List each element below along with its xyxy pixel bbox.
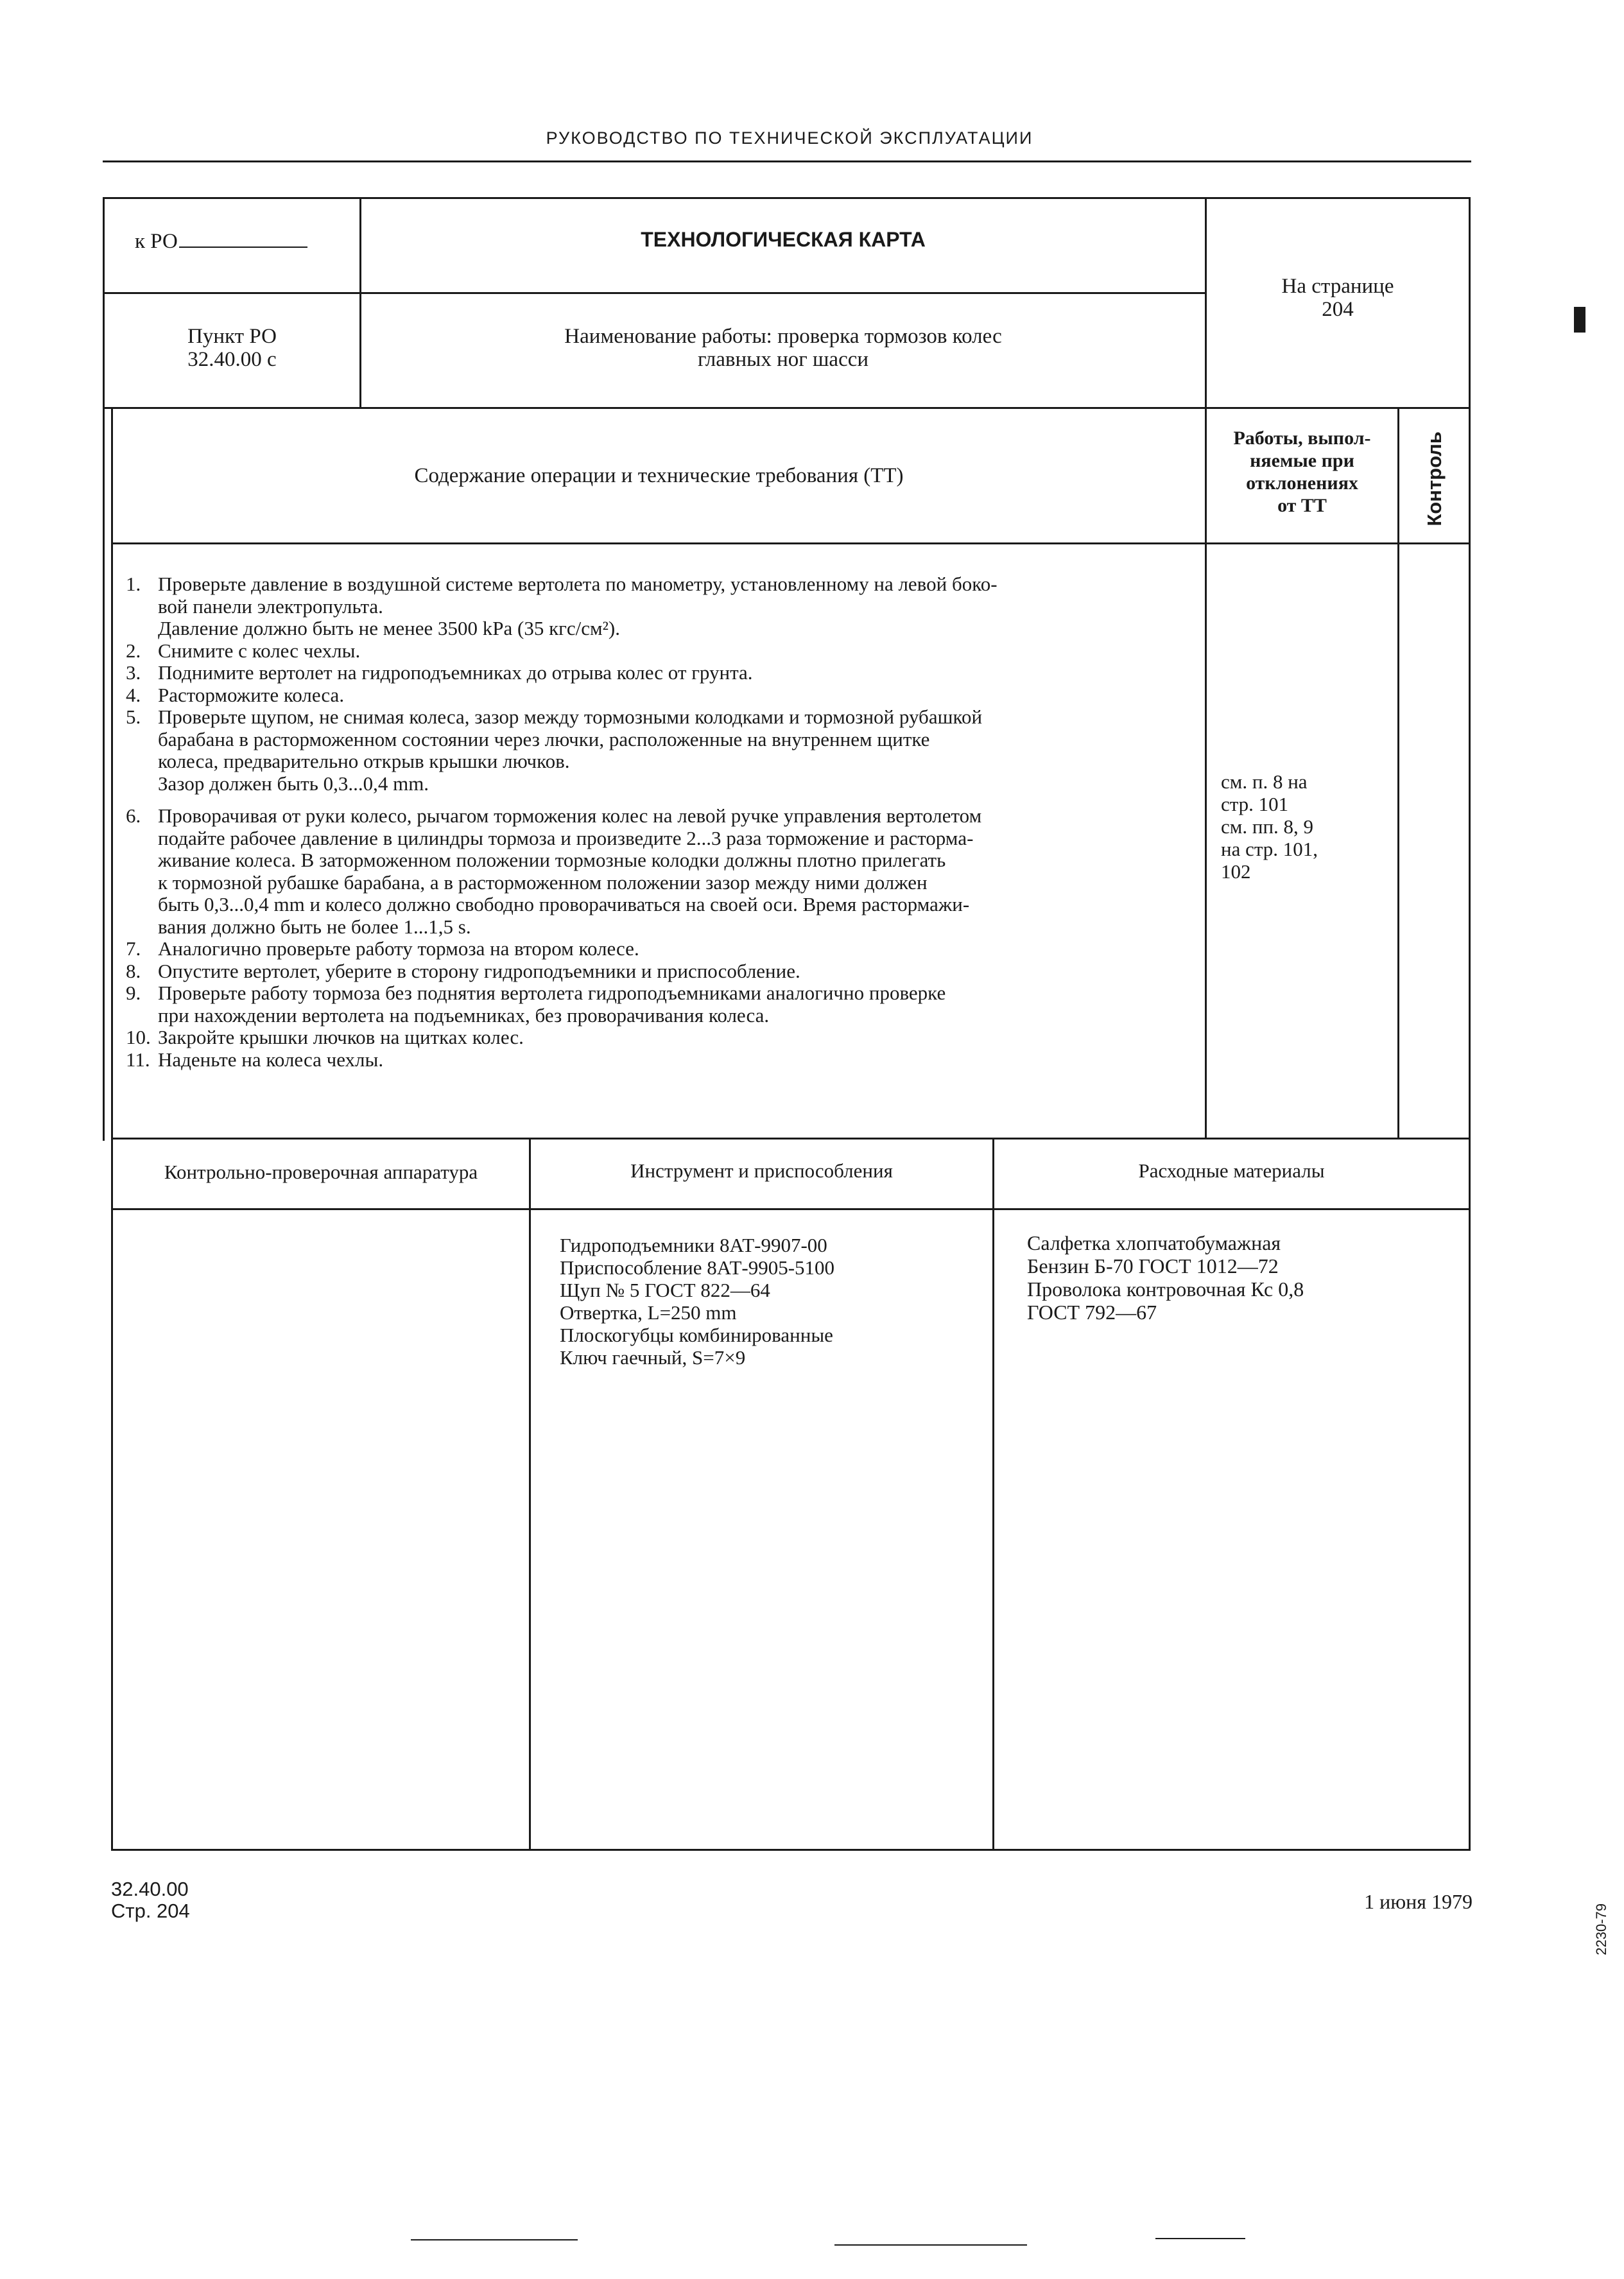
step-8: 8. Опустите вертолет, уберите в сторону гидроподъемники и приспособление. <box>126 959 800 982</box>
material-item: Бензин Б-70 ГОСТ 1012—72 <box>1027 1254 1279 1278</box>
ref-field <box>135 230 307 253</box>
footer-page: Стр. 204 <box>111 1900 190 1922</box>
deviation-note: см. пп. 8, 9 <box>1221 815 1314 838</box>
side-reference <box>1592 1881 1611 1977</box>
deviation-note: стр. 101 <box>1221 793 1289 815</box>
deviation-header-line2: няемые при <box>1250 450 1354 471</box>
deviation-column-header <box>1207 427 1397 517</box>
header-rule <box>103 160 1471 162</box>
running-title: РУКОВОДСТВО ПО ТЕХНИЧЕСКОЙ ЭКСПЛУАТАЦИИ <box>546 128 1033 148</box>
card-title: ТЕХНОЛОГИЧЕСКАЯ КАРТА <box>641 228 926 251</box>
deviation-note: 102 <box>1221 860 1251 883</box>
materials-list <box>1027 1231 1304 1324</box>
footer-code: 32.40.00 <box>111 1878 189 1900</box>
page-ref <box>1207 275 1469 321</box>
tool-item: Плоскогубцы комбинированные <box>560 1324 833 1346</box>
tool-item: Приспособление 8АТ-9905-5100 <box>560 1256 835 1279</box>
item-label: Пункт РО <box>187 325 277 348</box>
deviation-header-line1: Работы, выпол- <box>1233 428 1371 449</box>
scan-mark <box>411 2239 578 2240</box>
ref-label: к РО <box>135 230 178 253</box>
control-header-text: Контроль <box>1423 431 1446 526</box>
deviation-note: см. п. 8 на <box>1221 770 1308 793</box>
step-10: 10. Закройте крышки лючков на щитках колес. <box>126 1026 524 1048</box>
step-11: 11. Наденьте на колеса чехлы. <box>126 1048 384 1071</box>
side-reference-text: 2230-79 <box>1593 1903 1609 1955</box>
step-6: 6. Проворачивая от руки колесо, рычагом торможения колес на левой ручке управления вертолетом подайте рабочее давление в цилиндры тормоза и произведите 2...3 раза торможение и растормa- живание колеса. В заторможенном положении тормозные колодки должны плотно прилегать к тормозной рубашке барабана, а в расторможенном положении зазор между ними должен быть 0,3...0,4 mm и колесо должно свободно проворачиваться на своей оси. Время растормажи- вания должно быть не более 1...1,5 s. <box>126 804 982 938</box>
item-number: 32.40.00 с <box>187 348 277 371</box>
tool-item: Ключ гаечный, S=7×9 <box>560 1346 746 1369</box>
tools-list <box>560 1234 834 1369</box>
tool-item: Гидроподъемники 8АТ-9907-00 <box>560 1234 827 1256</box>
step-9: 9. Проверьте работу тормоза без поднятия вертолета гидроподъемниками аналогично проверке при нахождении вертолета на подъемниках, без проворачивания колеса. <box>126 982 946 1027</box>
step-5: 5. Проверьте щупом, не снимая колеса, зазор между тормозными колодками и тормозной рубашкой барабана в расторможенном состоянии через лючки, расположенные на внутреннем щитке колеса, предварительно открыв крышки лючков. <box>126 706 983 772</box>
scan-mark <box>834 2244 1027 2246</box>
step-7: 7. Аналогично проверьте работу тормоза на втором колесе. <box>126 937 639 960</box>
page-label: На странице <box>1281 275 1394 298</box>
step-1: 1. Проверьте давление в воздушной системе вертолета по манометру, установленному на левой боко- вой панели электропульта. <box>126 573 998 618</box>
step-3: 3. Поднимите вертолет на гидроподъемниках до отрыва колес от грунта. <box>126 661 753 684</box>
item-ref <box>105 325 359 371</box>
step-2: 2. Снимите с колес чехлы. <box>126 639 361 662</box>
footer-date: 1 июня 1979 <box>1364 1890 1473 1913</box>
material-item: Проволока контровочная Кс 0,8 <box>1027 1278 1304 1301</box>
scan-mark <box>1155 2238 1245 2239</box>
tool-item: Щуп № 5 ГОСТ 822—64 <box>560 1279 770 1301</box>
tool-item: Отвертка, L=250 mm <box>560 1301 737 1324</box>
scan-mark <box>1574 307 1585 333</box>
material-item: Салфетка хлопчатобумажная <box>1027 1231 1281 1254</box>
operation-steps <box>126 573 1195 1071</box>
control-column-header <box>1418 409 1451 549</box>
deviation-header-line3: отклонениях <box>1246 472 1358 494</box>
work-name-line1: Наименование работы: проверка тормозов колес <box>564 325 1002 348</box>
deviation-notes <box>1221 770 1318 883</box>
equipment-column-header: Контрольно-проверочная аппаратура <box>164 1161 478 1183</box>
deviation-header-line4: от ТТ <box>1277 495 1327 516</box>
tools-column-header: Инструмент и приспособления <box>630 1159 893 1182</box>
content-column-header: Содержание операции и технические требования (ТТ) <box>414 464 904 487</box>
work-name <box>361 325 1205 371</box>
footer-left <box>111 1878 190 1922</box>
deviation-note: на стр. 101, <box>1221 838 1318 860</box>
work-name-line2: главных ног шасси <box>697 348 869 371</box>
step-5-requirement: Зазор должен быть 0,3...0,4 mm. <box>158 772 429 795</box>
page-number: 204 <box>1322 298 1354 321</box>
materials-column-header: Расходные материалы <box>1138 1159 1325 1182</box>
step-4: 4. Расторможите колеса. <box>126 683 345 706</box>
material-item: ГОСТ 792—67 <box>1027 1301 1157 1324</box>
step-1-requirement: Давление должно быть не менее 3500 kPa (35 кгс/см²). <box>158 617 620 639</box>
ref-blank-line <box>179 247 307 248</box>
